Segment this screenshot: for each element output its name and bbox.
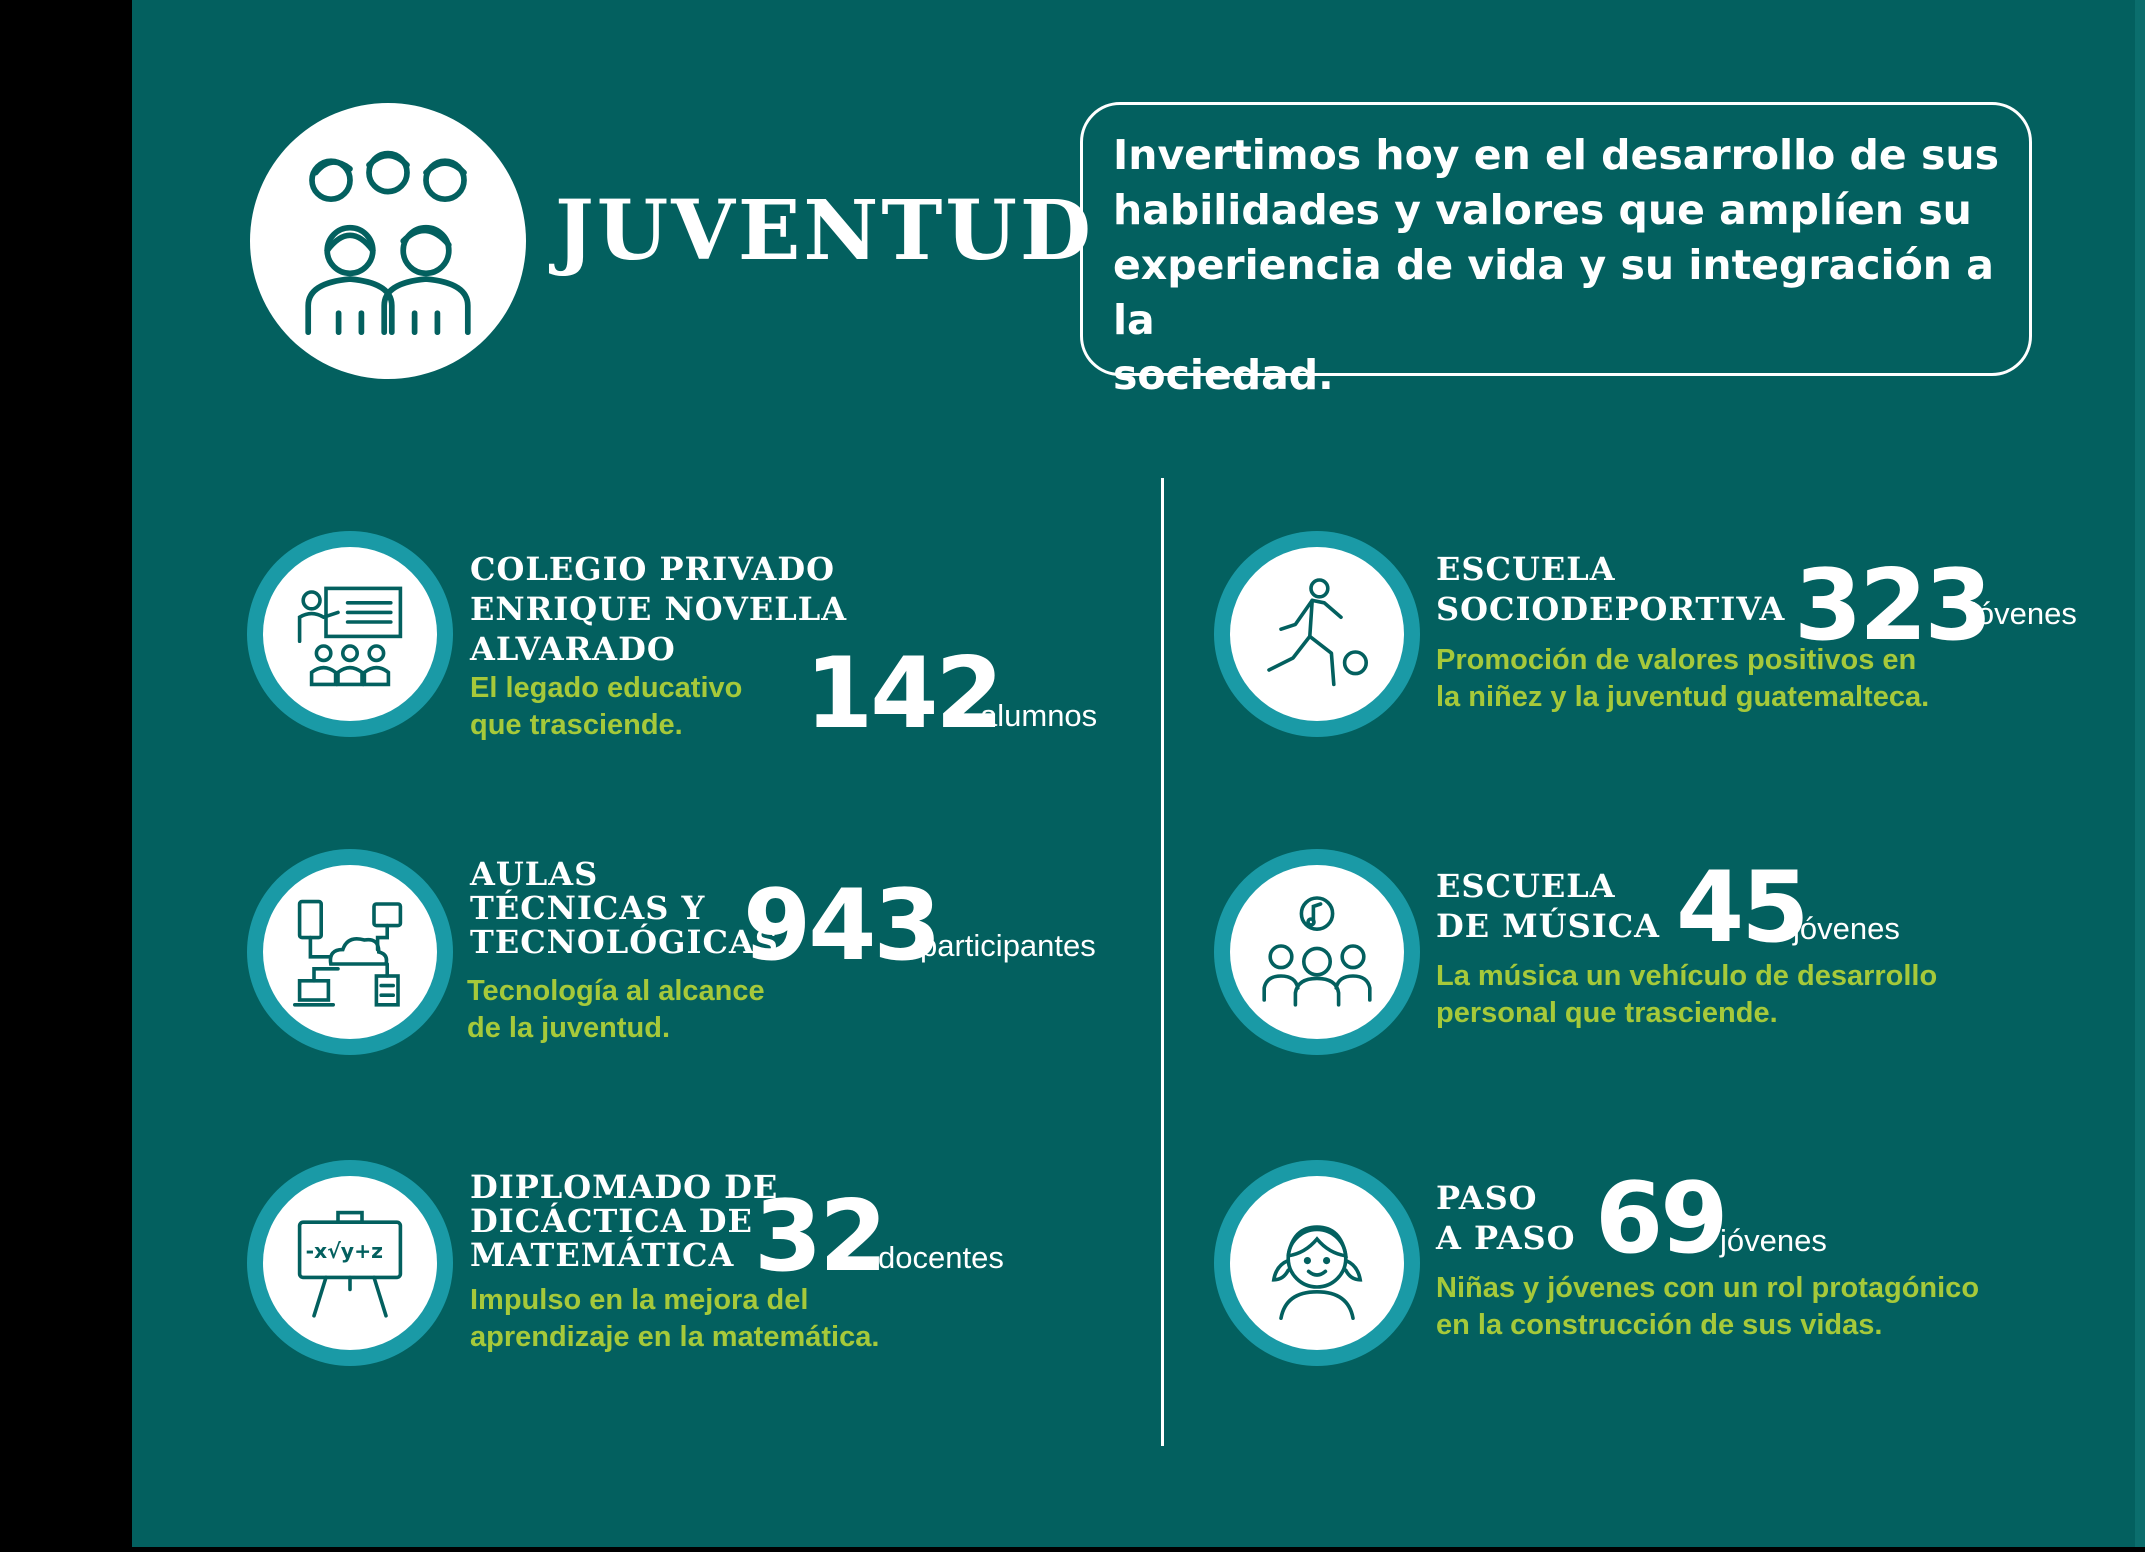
program-name-line: DIPLOMADO DE: [470, 1168, 779, 1206]
program-description: [1436, 642, 1929, 716]
program-unit: alumnos: [980, 698, 1098, 733]
program-count: 69: [1595, 1162, 1726, 1276]
program-description-line: Tecnología al alcance: [467, 975, 765, 1007]
intro-line: Invertimos hoy en el desarrollo de sus: [1113, 131, 1999, 179]
program-unit: jóvenes: [1970, 596, 2077, 631]
program-name-line: DE MÚSICA: [1436, 907, 1660, 945]
program-description: [1436, 958, 1937, 1032]
program-description-line: aprendizaje en la matemática.: [470, 1321, 880, 1353]
program-description: [470, 1282, 879, 1356]
classroom-teacher-icon: [290, 574, 410, 694]
math-board-icon: [290, 1203, 410, 1323]
program-unit: participantes: [920, 928, 1096, 963]
program-description-line: la niñez y la juventud guatemalteca.: [1436, 681, 1930, 713]
page-title: JUVENTUD: [555, 183, 1095, 279]
program-name: [470, 1170, 778, 1272]
intro-line: experiencia de vida y su integración a la: [1113, 241, 1994, 344]
program-name: [1436, 866, 1660, 946]
program-name-line: DICÁCTICA DE: [470, 1202, 753, 1240]
intro-text: [1113, 128, 2013, 403]
program-icon-ring: [247, 531, 453, 737]
intro-line: habilidades y valores que amplíen su: [1113, 186, 1972, 234]
program-description: [470, 670, 742, 744]
program-unit: jóvenes: [1720, 1223, 1827, 1258]
program-name-line: ESCUELA: [1436, 867, 1616, 905]
program-description: [467, 973, 765, 1047]
program-name: [1436, 1178, 1576, 1258]
program-description-line: de la juventud.: [467, 1012, 671, 1044]
program-icon-ring: [1214, 1160, 1420, 1366]
program-icon-ring: [247, 849, 453, 1055]
program-name-line: TECNOLÓGICAS: [470, 923, 779, 961]
program-name-line: MATEMÁTICA: [470, 1236, 735, 1274]
music-group-icon: [1257, 892, 1377, 1012]
program-name: [470, 857, 779, 959]
program-name-line: ESCUELA: [1436, 550, 1616, 588]
program-count: 943: [743, 869, 939, 983]
program-unit: jóvenes: [1793, 911, 1900, 946]
program-name-line: AULAS: [470, 855, 599, 893]
girl-face-icon: [1257, 1203, 1377, 1323]
intro-line: sociedad.: [1113, 351, 1334, 399]
program-icon-ring: [247, 1160, 453, 1366]
program-count: 142: [805, 637, 1001, 751]
program-count: 323: [1794, 549, 1990, 663]
program-name: [1436, 549, 1785, 629]
program-description-line: Impulso en la mejora del: [470, 1284, 809, 1316]
program-name-line: ALVARADO: [470, 630, 676, 668]
program-unit: docentes: [878, 1240, 1004, 1275]
program-description-line: El legado educativo: [470, 672, 743, 704]
program-description-line: personal que trasciende.: [1436, 997, 1778, 1029]
program-count: 45: [1676, 851, 1807, 965]
program-description-line: Promoción de valores positivos en: [1436, 644, 1917, 676]
column-divider: [1161, 478, 1164, 1446]
program-icon-ring: [1214, 849, 1420, 1055]
soccer-player-icon: [1257, 574, 1377, 694]
program-name-line: SOCIODEPORTIVA: [1436, 590, 1786, 628]
program-name: [470, 549, 847, 669]
program-description-line: en la construcción de sus vidas.: [1436, 1309, 1883, 1341]
program-description-line: La música un vehículo de desarrollo: [1436, 960, 1938, 992]
program-name-line: COLEGIO PRIVADO: [470, 550, 835, 588]
youth-group-icon: [293, 146, 483, 336]
program-description-line: que trasciende.: [470, 709, 683, 741]
network-devices-icon: [290, 892, 410, 1012]
program-description-line: Niñas y jóvenes con un rol protagónico: [1436, 1272, 1980, 1304]
svg-text:-x√y+z: -x√y+z: [305, 1239, 384, 1264]
program-name-line: ENRIQUE NOVELLA: [470, 590, 848, 628]
header-badge: [250, 103, 526, 379]
program-count: 32: [754, 1180, 885, 1294]
program-description: [1436, 1270, 1979, 1344]
program-name-line: A PASO: [1436, 1219, 1576, 1257]
right-edge-strip: [2135, 0, 2145, 1552]
program-name-line: PASO: [1436, 1179, 1538, 1217]
bottom-edge-strip: [0, 1547, 2145, 1552]
program-name-line: TÉCNICAS Y: [470, 889, 706, 927]
program-icon-ring: [1214, 531, 1420, 737]
